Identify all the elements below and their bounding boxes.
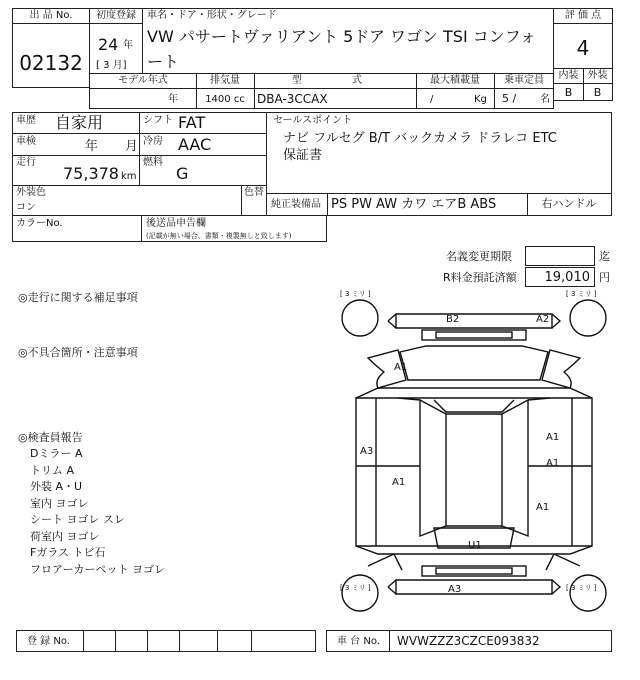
mark-left-rear-door: A1 (392, 477, 406, 488)
recycle-box (525, 267, 595, 287)
equipment-value: PS PW AW カワ エアB ABS (331, 197, 497, 212)
spec-row (89, 73, 554, 109)
inspector-heading: ◎検査員報告 (18, 431, 83, 444)
name-change-label: 名義変更期限 (446, 250, 512, 263)
exterior-label: 外装 (587, 70, 608, 81)
vehicle-label: 車名・ドア・形状・グレード (147, 10, 277, 21)
inspector-item: シート ヨゴレ スレ (30, 513, 125, 526)
inspector-item: Dミラー A (30, 447, 83, 460)
tire-rear-left-icon (342, 575, 378, 611)
model-year-unit: 年 (168, 94, 178, 105)
inspector-item: Fガラス トビ石 (30, 546, 106, 559)
supplement-heading: ◎走行に関する補足事項 (18, 291, 138, 304)
shift-value: FAT (178, 113, 206, 132)
chassis-no-value: WVWZZZ3CZCE093832 (397, 634, 540, 648)
post-doc-note: (記載が無い場合、書類・複製無しと致します) (146, 232, 292, 240)
color-change-label: 色替 (244, 187, 264, 198)
sales-points-line2: 保証書 (283, 148, 323, 163)
mark-rear-glass: U1 (468, 540, 482, 551)
inspector-item: 外装 A・U (30, 480, 83, 493)
model-year-label: モデル年式 (118, 75, 168, 86)
inspection-label: 車検 (16, 136, 36, 147)
ac-value: AAC (178, 135, 212, 154)
shift-block (139, 112, 267, 186)
exterior-color-label: 外装色 (16, 187, 46, 198)
score-label: 評 価 点 (564, 10, 602, 21)
defects-heading: ◎不具合箇所・注意事項 (18, 346, 138, 359)
chassis-no-box (326, 630, 612, 652)
score-value: 4 (576, 36, 590, 60)
inspector-item: 室内 ヨゴレ (30, 496, 89, 510)
type-value: DBA-3CCAX (257, 92, 328, 106)
registration-no-box (16, 630, 316, 652)
mileage-unit: km (121, 171, 137, 182)
first-registration-box (89, 8, 143, 74)
front-bumper-outline (396, 314, 552, 328)
mark-left-front-fender: A1 (394, 362, 408, 373)
fuel-label: 燃料 (143, 157, 163, 168)
mark-right-front-door: A1 (546, 432, 560, 443)
color-no-label: カラーNo. (16, 218, 63, 229)
exterior-grade: B (593, 86, 602, 99)
mileage-label: 走行 (16, 157, 36, 168)
inspector-item: 荷室内 ヨゴレ (30, 529, 100, 543)
tire-front-left-icon (342, 300, 378, 336)
fuel-value: G (176, 164, 189, 183)
registration-no-label: 登 録 No. (27, 636, 70, 647)
interior-label: 内装 (558, 70, 579, 81)
score-box (553, 8, 613, 101)
lot-box (12, 8, 90, 88)
history-value: 自家用 (55, 113, 104, 132)
capacity-label: 乗車定員 (504, 75, 544, 86)
tire-front-left-label: [ 3 ミリ ] (340, 290, 371, 298)
tire-rear-left-label: [ 3 ミリ ] (340, 584, 371, 592)
sales-points-box (266, 112, 612, 194)
max-load-label: 最大積載量 (430, 75, 480, 86)
steering-value: 右ハンドル (541, 197, 597, 210)
interior-grade: B (564, 86, 573, 99)
mark-front-bumper-a2: A2 (536, 314, 550, 325)
right-front-fender-outline (542, 350, 580, 388)
exterior-color-value: コン (16, 202, 36, 213)
name-change-unit: 迄 (599, 250, 610, 263)
exterior-color-box (12, 185, 267, 216)
sales-points-line1: ナビ フルセグ B/T バックカメラ ドラレコ ETC (283, 131, 557, 146)
recycle-label: R料金預託済額 (443, 271, 517, 284)
inspector-item: トリム A (30, 463, 75, 477)
recycle-unit: 円 (599, 271, 610, 284)
lot-number: 02132 (19, 51, 83, 75)
tire-rear-right-icon (570, 575, 606, 611)
mark-rear-bumper: A3 (448, 584, 462, 595)
ac-label: 冷房 (143, 136, 163, 147)
inspection-year: 年 (85, 139, 99, 154)
mark-left-front-door: A3 (360, 446, 374, 457)
lot-label: 出 品 No. (29, 10, 73, 21)
tire-front-right-icon (570, 300, 606, 336)
mark-right-rear-fender: A1 (536, 502, 550, 513)
rear-bumper-outline (396, 580, 552, 594)
chassis-no-label: 車 台 No. (337, 636, 380, 647)
history-label: 車歴 (16, 115, 36, 126)
capacity-unit: 名 (540, 94, 550, 105)
displacement-value: 1400 cc (205, 94, 245, 105)
cabin-outline (420, 400, 528, 536)
tire-rear-right-label: [ 3 ミリ ] (566, 584, 597, 592)
capacity-value: 5 / (502, 92, 517, 105)
post-doc-label: 後送品申告欄 (146, 218, 206, 229)
max-load-value: / (430, 94, 434, 105)
shift-label: シフト (143, 115, 173, 126)
recycle-amount: 19,010 (544, 270, 590, 285)
sales-points-label: セールスポイント (273, 115, 353, 126)
color-no-box (12, 215, 327, 242)
mark-front-bumper-b2: B2 (446, 314, 460, 325)
first-reg-year: 24 (98, 35, 119, 54)
mileage-value: 75,378 (63, 164, 119, 183)
car-damage-diagram (338, 288, 610, 620)
mark-right-rear-door: A1 (546, 458, 560, 469)
history-block (12, 112, 140, 186)
name-change-box (525, 246, 595, 266)
type-label: 型 (292, 75, 302, 86)
vehicle-name-box (142, 8, 554, 74)
body-outline (356, 398, 592, 546)
first-reg-month: [ 3 月] (96, 60, 127, 71)
vehicle-name-line1: VW パサートヴァリアント 5ドア ワゴン TSI コンフォ (147, 27, 536, 46)
inspection-month: 月 (125, 139, 139, 154)
tire-front-right-label: [ 3 ミリ ] (566, 290, 597, 298)
inspector-list (30, 446, 165, 578)
first-reg-year-unit: 年 (123, 40, 133, 51)
vehicle-name-line2: ート (147, 52, 180, 71)
max-load-unit: Kg (474, 94, 487, 105)
windshield-outline (434, 400, 514, 412)
equipment-box (266, 193, 612, 216)
equipment-label: 純正装備品 (271, 199, 321, 210)
type-label-2: 式 (352, 75, 362, 86)
displacement-label: 排気量 (210, 75, 240, 86)
inspector-item: フロアーカーペット ヨゴレ (30, 562, 165, 576)
hood-outline (400, 346, 548, 380)
first-reg-label: 初度登録 (96, 10, 136, 21)
